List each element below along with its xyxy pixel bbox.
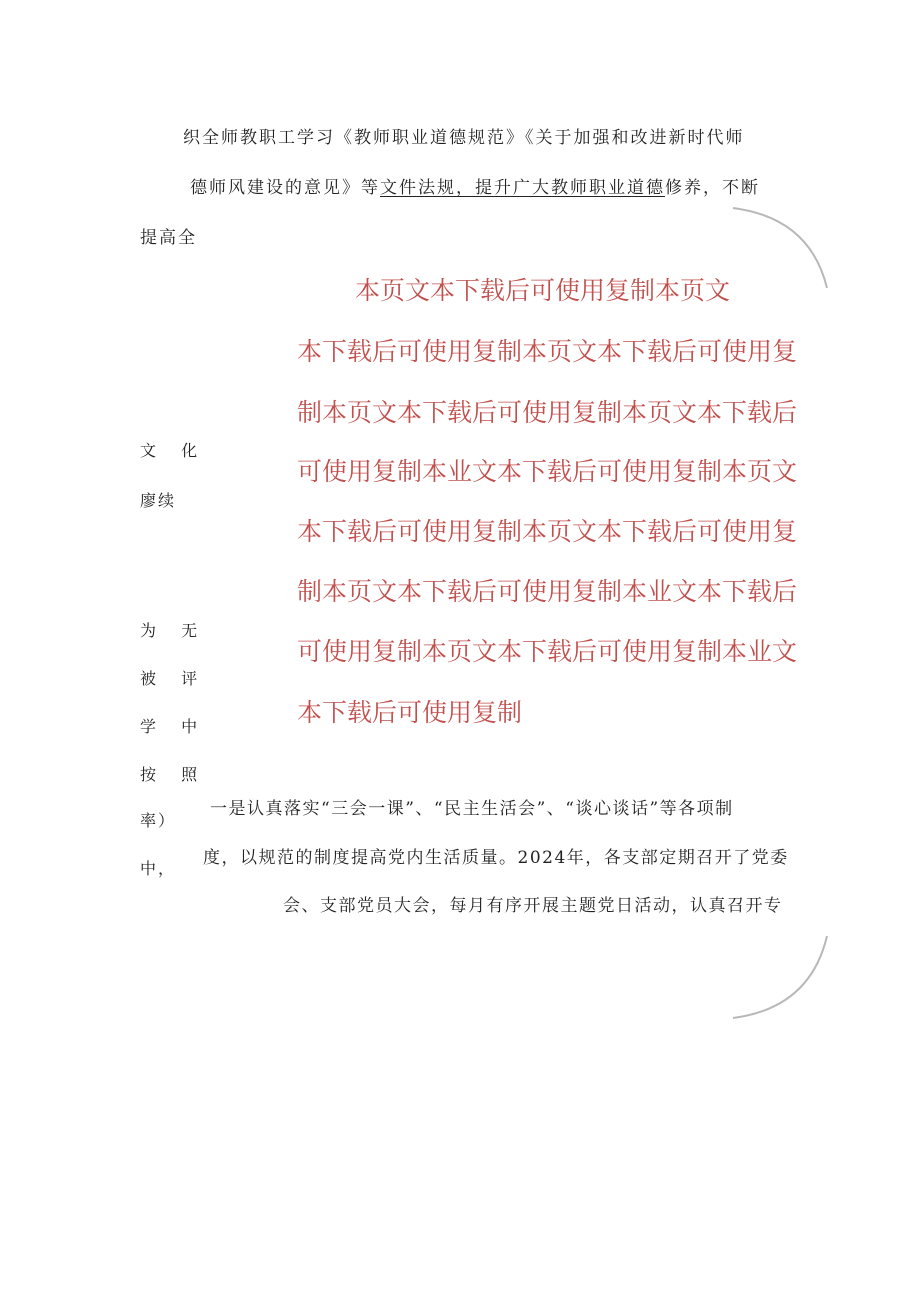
overlay-line-3: 制本页文本下载后可使用复制本页文本下载后 [297, 398, 798, 427]
doc-line-2-prefix: 德师风建设的意见》等 [190, 178, 380, 198]
overlay-line-6: 制本页文本下载后可使用复制本业文本下载后 [297, 577, 798, 606]
overlay-line-8: 本下载后可使用复制 [297, 698, 523, 727]
doc-line-1: 织全师教职工学习《教师职业道德规范》《关于加强和改进新时代师 [183, 128, 745, 148]
overlay-line-7: 可使用复制本页文本下载后可使用复制本业文 [297, 637, 798, 666]
side-text-4: 被 评 [140, 669, 208, 688]
overlay-line-2: 本下载后可使用复制本页文本下载后可使用复 [297, 337, 798, 366]
side-text-8: 中， [140, 859, 177, 878]
para2-line-3: 会、支部党员大会，每月有序开展主题党日活动，认真召开专 [283, 896, 783, 916]
overlay-line-4: 可使用复制本业文本下载后可使用复制本页文 [297, 457, 798, 486]
overlay-line-5: 本下载后可使用复制本页文本下载后可使用复 [297, 517, 798, 546]
side-text-5: 学 中 [140, 717, 208, 736]
side-text-2: 廖续 [140, 491, 177, 510]
para2-line-2: 度，以规范的制度提高党内生活质量。2024年，各支部定期召开了党委 [203, 848, 789, 868]
overlay-line-1: 本页文本下载后可使用复制本页文 [355, 276, 731, 305]
side-text-3: 为 无 [140, 621, 208, 640]
doc-line-2-underlined: 文件法规，提升广大教师职业道德 [380, 178, 665, 198]
para2-line-1: 一是认真落实“三会一课”、“民主生活会”、“谈心谈话”等各项制 [210, 799, 734, 819]
doc-line-2 [190, 173, 760, 198]
side-text-1: 文 化 [140, 441, 208, 460]
side-text-6: 按 照 [140, 765, 208, 784]
page-curl-arc-bottom [725, 930, 835, 1025]
page-curl-arc-top [725, 200, 835, 295]
side-text-7: 率） [140, 811, 177, 830]
doc-line-3: 提高全 [140, 228, 197, 248]
doc-line-2-suffix: 修养，不断 [665, 178, 760, 198]
